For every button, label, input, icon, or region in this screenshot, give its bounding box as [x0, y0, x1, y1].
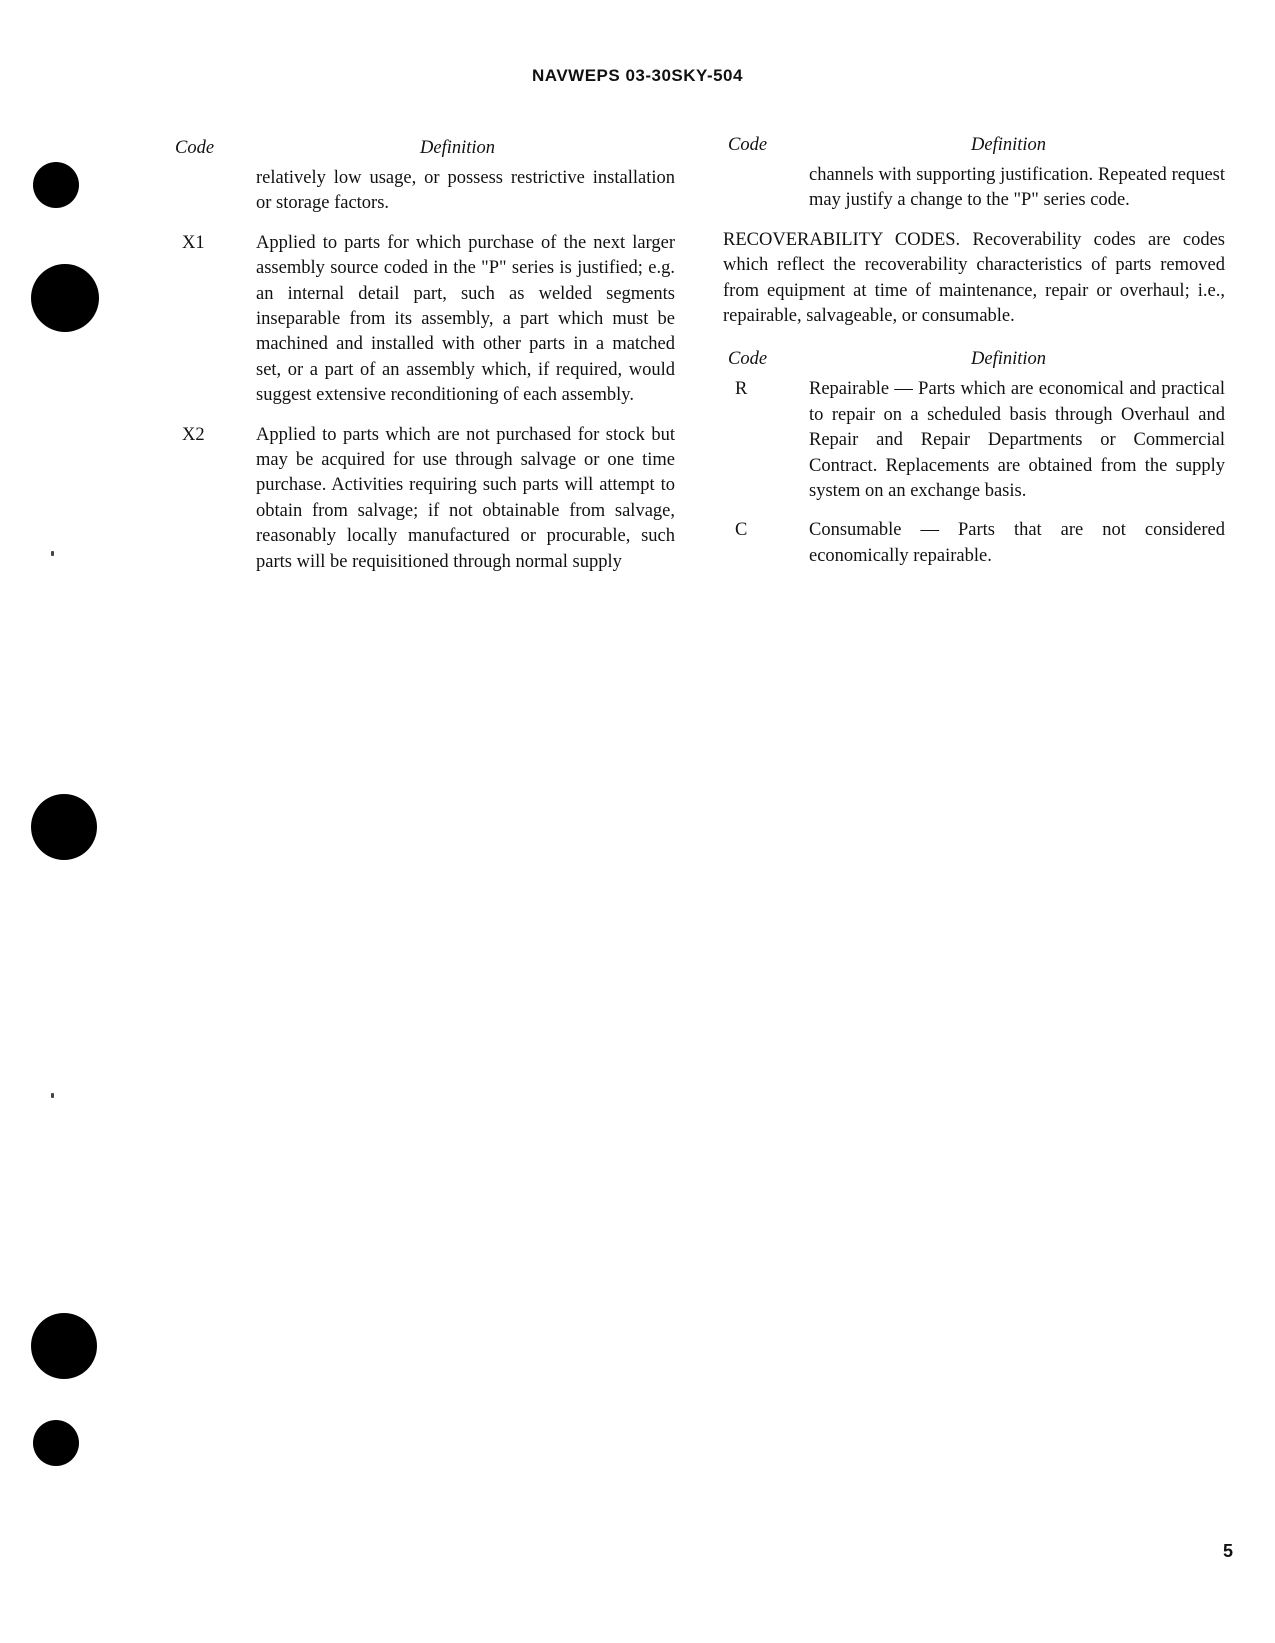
code-entry-r	[723, 377, 1225, 504]
column-heading	[170, 136, 675, 166]
binder-hole	[33, 162, 79, 208]
code-heading: Code	[728, 135, 768, 155]
binder-hole	[33, 1420, 79, 1466]
binder-hole	[31, 794, 97, 860]
code-definition: Applied to parts for which purchase of the next larger assembly source coded in the "P" series is justified; e.g. an internal detail part, such as welded segments inseparable from its assembly, a part which must be machined and installed with other parts in a matched set, or a part of an assembly which, if required, would suggest extensive reconditioning of each assembly.	[256, 232, 675, 406]
page-number: 5	[1222, 1541, 1233, 1561]
code-definition: Repairable — Parts which are economical and practical to repair on a scheduled basis through Overhaul and Repair and Repair Departments or Commercial Contract. Replacements are obtained from the supply system on an exchange basis.	[809, 379, 1225, 502]
binder-hole	[31, 1313, 97, 1379]
left-column	[170, 136, 675, 589]
definition-heading: Definition	[420, 138, 496, 158]
continued-definition: relatively low usage, or possess restrictive installation or storage factors.	[256, 168, 675, 214]
continued-definition: channels with supporting justification. Repeated request may justify a change to the "P" series code.	[809, 165, 1225, 211]
code-label: C	[735, 520, 748, 541]
column-heading	[723, 133, 1225, 163]
code-label: X2	[182, 424, 205, 445]
code-definition: Applied to parts which are not purchased for stock but may be acquired for use through salvage or one time purchase. Activities requiring such parts will attempt to obtain from salvage; if not obtainable from salvage, reasonably locally manufactured or procurable, such parts will be requisitioned through normal supply	[256, 424, 675, 572]
scan-speck	[51, 551, 54, 556]
code-heading: Code	[175, 138, 215, 158]
code-definition: Consumable — Parts that are not considered economically repairable.	[809, 520, 1225, 566]
code-heading: Code	[728, 349, 768, 370]
code-entry-x1	[170, 231, 675, 409]
recoverability-paragraph: RECOVERABILITY CODES. Recoverability codes are codes which reflect the recoverability characteristics of parts removed from equipment at time of maintenance, repair or overhaul; i.e., repairable, salvageable, or consumable.	[723, 229, 1225, 327]
code-entry-x2	[170, 423, 675, 575]
right-column	[723, 133, 1225, 583]
code-label: X1	[182, 232, 205, 253]
binder-hole	[31, 264, 99, 332]
code-entry-c	[723, 518, 1225, 569]
definition-heading: Definition	[971, 349, 1047, 370]
definition-heading: Definition	[971, 135, 1047, 155]
page-header: NAVWEPS 03-30SKY-504	[532, 66, 743, 85]
scan-speck	[51, 1093, 54, 1098]
code-label: R	[735, 379, 748, 400]
column-heading	[723, 347, 1225, 377]
